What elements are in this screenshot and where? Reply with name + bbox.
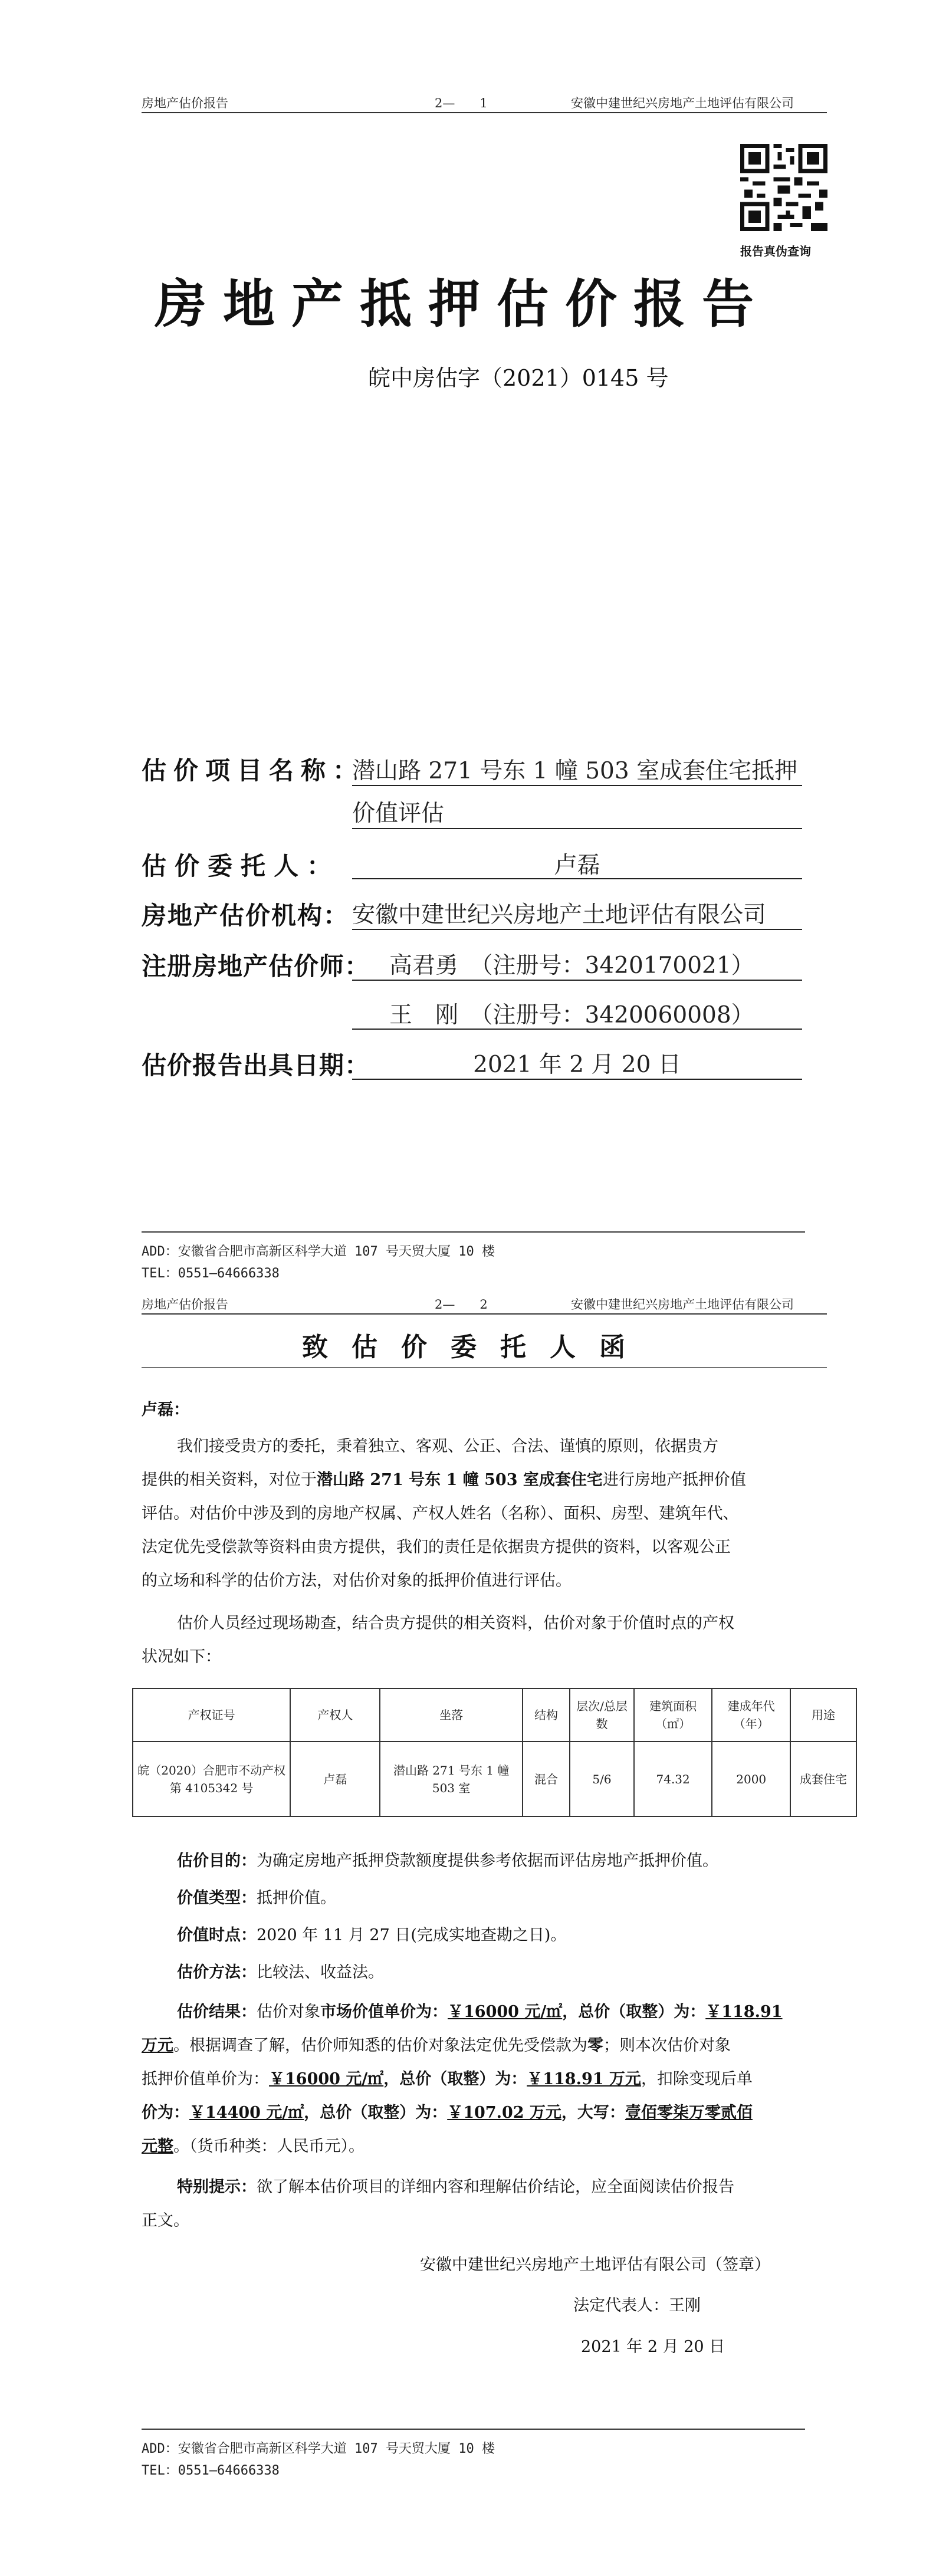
table-row: [133, 1742, 856, 1816]
appraiser-label: 注册房地产估价师：: [142, 952, 370, 981]
project-name-underline-1: [352, 785, 802, 786]
method-line: 估价方法：比较法、收益法。: [177, 1963, 384, 1982]
result-line5: 元整。（货币种类：人民币元）。: [142, 2137, 364, 2156]
client-underline: [352, 878, 802, 879]
appraiser-2: 王 刚 （注册号：3420060008）: [389, 1002, 754, 1029]
page-header-left: 房地产估价报告: [142, 96, 228, 110]
table-header-cell: 层次/总层数: [570, 1688, 634, 1742]
para2-line1: 估价人员经过现场勘查，结合贵方提供的相关资料，估价对象于价值时点的产权: [177, 1614, 734, 1632]
result-line3: 抵押价值单价为：￥16000 元/㎡，总价（取整）为：￥118.91 万元，扣除变现后单: [142, 2070, 753, 2088]
result-line4: 价为：￥14400 元/㎡，总价（取整）为：￥107.02 万元，大写：壹佰零柒万零贰佰: [142, 2104, 753, 2122]
table-header-cell: 产权证号: [133, 1688, 290, 1742]
para1-line3: 评估。对估价中涉及到的房地产权属、产权人姓名（名称）、面积、房型、建筑年代、: [142, 1504, 739, 1523]
footer-phone: TEL：0551—64666338: [142, 1266, 280, 1281]
title-divider: [142, 1367, 827, 1368]
table-cell: 皖（2020）合肥市不动产权第 4105342 号: [133, 1742, 290, 1816]
page-header-right: 安徽中建世纪兴房地产土地评估有限公司: [571, 1297, 794, 1312]
value-date-line: 价值时点：2020 年 11 月 27 日(完成实地查勘之日)。: [177, 1926, 567, 1944]
page-header-number: 2— 2: [435, 1297, 488, 1312]
table-cell: 潜山路 271 号东 1 幢 503 室: [380, 1742, 522, 1816]
footer-divider: [142, 2429, 805, 2430]
page-header-right: 安徽中建世纪兴房地产土地评估有限公司: [571, 96, 794, 110]
table-header-row: [133, 1688, 856, 1742]
table-cell: 74.32: [634, 1742, 712, 1816]
project-name-underline-2: [352, 828, 802, 829]
project-name-line2: 价值评估: [352, 800, 445, 827]
table-cell: 成套住宅: [790, 1742, 856, 1816]
qr-caption: 报告真伪查询: [740, 244, 811, 258]
table-header-cell: 建成年代（年）: [712, 1688, 790, 1742]
property-rights-table: [132, 1688, 857, 1817]
notice-line1: 特别提示：欲了解本估价项目的详细内容和理解估价结论，应全面阅读估价报告: [177, 2178, 734, 2196]
table-header-cell: 用途: [790, 1688, 856, 1742]
table-cell: 5/6: [570, 1742, 634, 1816]
table-cell: 2000: [712, 1742, 790, 1816]
purpose-line: 估价目的：为确定房地产抵押贷款额度提供参考依据而评估房地产抵押价值。: [177, 1852, 718, 1870]
footer-phone: TEL：0551—64666338: [142, 2463, 280, 2478]
table-header-cell: 建筑面积（㎡）: [634, 1688, 712, 1742]
page-header-left: 房地产估价报告: [142, 1297, 228, 1312]
signoff-date: 2021 年 2 月 20 日: [581, 2338, 725, 2356]
footer-address: ADD：安徽省合肥市高新区科学大道 107 号天贸大厦 10 楼: [142, 1244, 495, 1259]
property-address-bold: 潜山路 271 号东 1 幢 503 室成套住宅: [317, 1471, 603, 1489]
header-divider: [142, 112, 827, 113]
appraiser-underline-2: [352, 1029, 802, 1030]
result-line2: 万元。根据调查了解，估价师知悉的估价对象法定优先受偿款为零；则本次估价对象: [142, 2036, 731, 2055]
notice-line2: 正文。: [142, 2212, 189, 2230]
value-type-line: 价值类型：抵押价值。: [177, 1889, 336, 1907]
table-header-cell: 结构: [523, 1688, 570, 1742]
qr-code-icon: [740, 144, 827, 231]
document-number: 皖中房估字（2021）0145 号: [368, 365, 669, 391]
table-cell: 混合: [523, 1742, 570, 1816]
signoff-company: 安徽中建世纪兴房地产土地评估有限公司（签章）: [420, 2256, 770, 2274]
signoff-representative: 法定代表人：王刚: [573, 2296, 701, 2315]
para1-line1: 我们接受贵方的委托，秉着独立、客观、公正、合法、谨慎的原则，依据贵方: [177, 1437, 718, 1455]
date-value: 2021 年 2 月 20 日: [473, 1052, 681, 1078]
para2-line2: 状况如下：: [142, 1648, 221, 1666]
header-divider: [142, 1313, 827, 1315]
project-name-line1: 潜山路 271 号东 1 幢 503 室成套住宅抵押: [352, 758, 798, 784]
result-line1: 估价结果：估价对象市场价值单价为：￥16000 元/㎡，总价（取整）为：￥118.91: [177, 2003, 783, 2021]
para1-line4: 法定优先受偿款等资料由贵方提供，我们的责任是依据贵方提供的资料，以客观公正: [142, 1538, 731, 1556]
footer-divider: [142, 1231, 805, 1233]
date-underline: [352, 1079, 802, 1080]
appraiser-1: 高君勇 （注册号：3420170021）: [389, 952, 754, 979]
project-name-label: 估价项目名称：: [142, 756, 365, 785]
table-header-cell: 坐落: [380, 1688, 522, 1742]
salutation: 卢磊：: [142, 1401, 189, 1419]
agency-underline: [352, 929, 802, 930]
table-cell: 卢磊: [290, 1742, 380, 1816]
letter-title: 致估价委托人函: [302, 1332, 649, 1362]
agency-value: 安徽中建世纪兴房地产土地评估有限公司: [352, 902, 767, 928]
report-title: 房地产抵押估价报告: [155, 273, 771, 334]
agency-label: 房地产估价机构：: [142, 901, 350, 930]
client-label: 估价委托人：: [142, 852, 340, 880]
para1-line2: 提供的相关资料，对位于潜山路 271 号东 1 幢 503 室成套住宅进行房地产抵押价值: [142, 1471, 746, 1489]
para1-line5: 的立场和科学的估价方法，对估价对象的抵押价值进行评估。: [142, 1572, 572, 1590]
date-label: 估价报告出具日期：: [142, 1051, 370, 1080]
table-header-cell: 产权人: [290, 1688, 380, 1742]
client-value: 卢磊: [554, 852, 600, 879]
page-header-number: 2— 1: [435, 96, 488, 110]
footer-address: ADD：安徽省合肥市高新区科学大道 107 号天贸大厦 10 楼: [142, 2442, 495, 2456]
appraiser-underline-1: [352, 980, 802, 981]
